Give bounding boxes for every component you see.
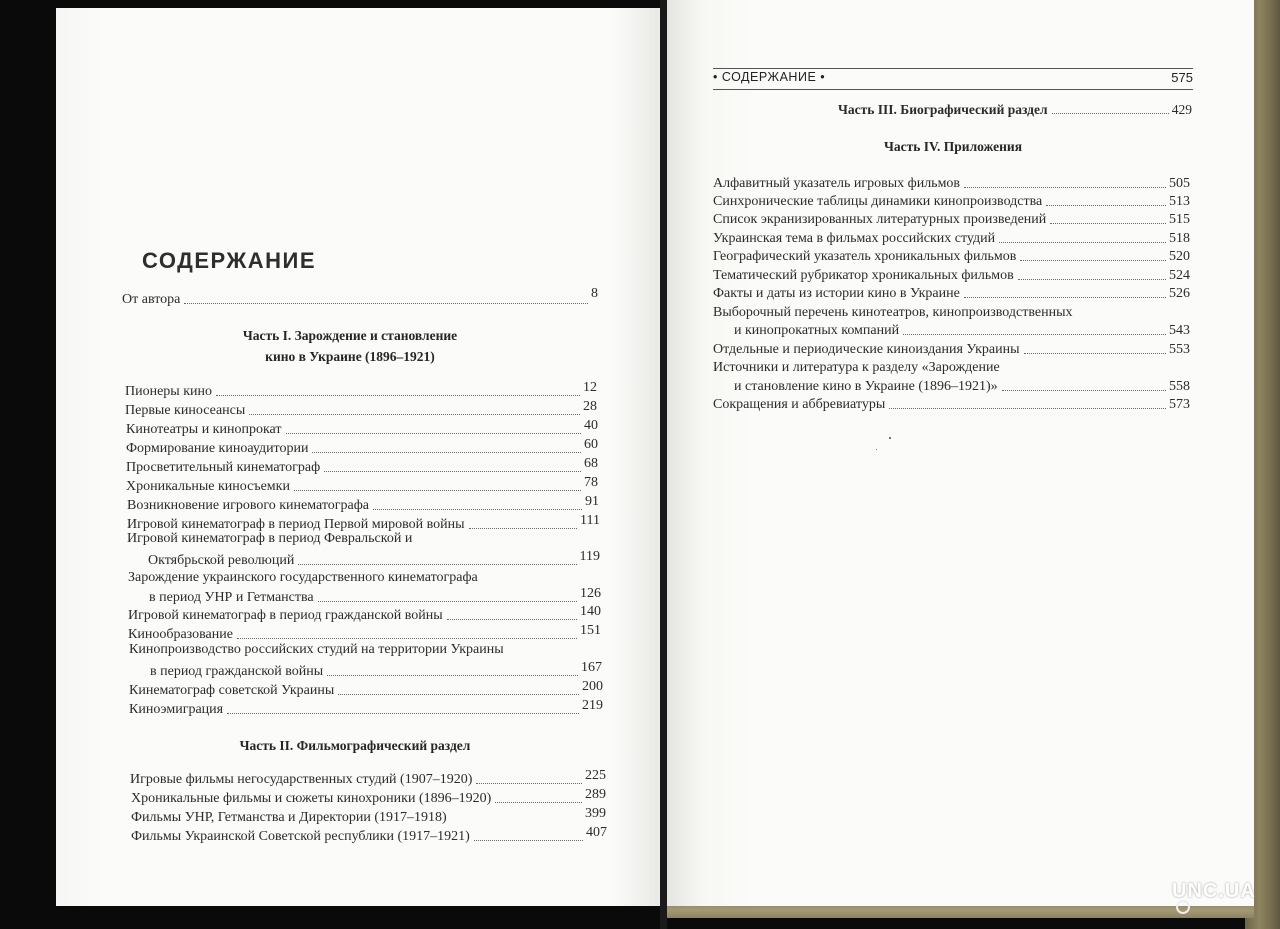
toc-entry-label: Тематический рубрикатор хроникальных фильмов <box>713 268 1014 283</box>
toc-entry-part4-9[interactable] <box>734 378 1190 396</box>
toc-entry-label: Пионеры кино <box>125 384 213 399</box>
toc-entry-part1-12-line1: Кинопроизводство российских студий на территории Украины <box>129 642 504 657</box>
dot-leader <box>298 564 576 565</box>
toc-entry-label: Факты и даты из истории кино в Украине <box>713 286 960 301</box>
dot-leader <box>1018 279 1166 280</box>
toc-entry-page: 91 <box>585 494 599 509</box>
watermark: UNC.UA <box>1172 880 1256 902</box>
print-speck <box>889 437 891 439</box>
toc-entry-label: От автора <box>122 292 181 307</box>
toc-entry-page: 140 <box>580 604 601 619</box>
toc-entry-label: Игровой кинематограф в период гражданской войны <box>128 608 443 623</box>
dot-leader <box>1024 353 1167 354</box>
toc-entry-part4-6[interactable] <box>713 285 1190 303</box>
toc-entry-page: 553 <box>1169 342 1190 357</box>
toc-entry-page: 68 <box>584 456 598 471</box>
header-rule-bottom <box>713 89 1193 90</box>
toc-entry-label: Хроникальные фильмы и сюжеты кинохроники (1896–1920) <box>131 791 492 806</box>
dot-leader <box>249 414 580 415</box>
toc-entry-label: Географический указатель хроникальных фильмов <box>713 249 1017 264</box>
toc-entry-label: в период гражданской войны <box>150 664 324 679</box>
dot-leader <box>1020 260 1166 261</box>
dot-leader <box>469 528 577 529</box>
header-rule-top <box>713 68 1193 69</box>
page-number: 575 <box>1171 70 1193 85</box>
toc-entry-label: Сокращения и аббревиатуры <box>713 397 886 412</box>
toc-entry-page: 151 <box>580 623 601 638</box>
toc-entry-label: Фильмы УНР, Гетманства и Директории (1917–1918) <box>131 810 447 825</box>
toc-entry-part2-3[interactable] <box>131 824 607 846</box>
dot-leader <box>476 783 582 784</box>
toc-entry-page: 573 <box>1169 397 1190 412</box>
contents-title: СОДЕРЖАНИЕ <box>142 248 317 273</box>
dot-leader <box>324 471 581 472</box>
toc-entry-part4-7[interactable] <box>734 322 1190 340</box>
toc-entry-page: 28 <box>583 399 597 414</box>
dot-leader <box>373 509 582 510</box>
part2-title-text: Часть II. Фильмографический раздел <box>239 738 471 753</box>
toc-entry-page: 524 <box>1169 268 1190 283</box>
toc-entry-label: Алфавитный указатель игровых фильмов <box>713 176 961 191</box>
toc-entry-part4-5[interactable] <box>713 267 1190 285</box>
toc-entry-label: Октябрьской революций <box>148 553 295 568</box>
toc-entry-page: 111 <box>580 513 600 528</box>
toc-entry-part4-0[interactable] <box>713 175 1190 193</box>
toc-entry-label: в период УНР и Гетманства <box>149 590 314 605</box>
part1-title <box>200 325 500 367</box>
toc-entry-page: 515 <box>1169 212 1190 227</box>
toc-entry-label: Игровой кинематограф в период Первой мировой войны <box>127 517 465 532</box>
toc-entry-part1-8[interactable] <box>148 548 600 570</box>
dot-leader <box>447 619 577 620</box>
dot-leader <box>1052 113 1169 114</box>
part4-title <box>853 136 1053 157</box>
toc-entry-part4-4[interactable] <box>713 248 1190 266</box>
toc-entry-label: Киноэмиграция <box>129 702 224 717</box>
toc-entry-page: 558 <box>1169 379 1190 394</box>
toc-entry-page: 12 <box>583 380 597 395</box>
toc-entry-part1-14[interactable] <box>129 697 603 719</box>
toc-entry-label: Просветительный кинематограф <box>126 460 321 475</box>
part4-title-text: Часть IV. Приложения <box>883 139 1023 154</box>
toc-entry-label: Украинская тема в фильмах российских студий <box>713 231 996 246</box>
dot-leader <box>889 408 1166 409</box>
toc-entry-page: 40 <box>584 418 598 433</box>
dot-leader <box>216 395 580 396</box>
dot-leader <box>294 490 581 491</box>
dot-leader <box>338 694 579 695</box>
toc-entry-page: 518 <box>1169 231 1190 246</box>
toc-entry-page: 219 <box>582 698 603 713</box>
toc-entry-page: 200 <box>582 679 603 694</box>
toc-entry-label: и становление кино в Украине (1896–1921)» <box>734 379 998 394</box>
toc-entry-label: Формирование киноаудитории <box>126 441 309 456</box>
toc-entry-label: Отдельные и периодические киноиздания Украины <box>713 342 1020 357</box>
dot-leader <box>1046 205 1166 206</box>
running-head <box>713 70 1193 90</box>
dot-leader <box>286 433 581 434</box>
dot-leader <box>227 713 579 714</box>
toc-entry-part3[interactable] <box>838 101 1192 119</box>
part2-title <box>200 735 510 756</box>
toc-entry-page: 8 <box>591 286 598 301</box>
toc-entry-part4-2[interactable] <box>713 211 1190 229</box>
toc-entry-page: 429 <box>1171 102 1192 117</box>
toc-entry-label: и кинопрокатных компаний <box>734 323 900 338</box>
dot-leader <box>237 638 577 639</box>
dot-leader <box>1050 223 1166 224</box>
toc-entry-label: Синхронические таблицы динамики кинопроизводства <box>713 194 1043 209</box>
dot-leader <box>903 334 1166 335</box>
dot-leader <box>327 675 578 676</box>
toc-entry-part4-10[interactable] <box>713 396 1190 414</box>
toc-entry-label: Фильмы Украинской Советской республики (1917–1921) <box>131 829 470 844</box>
toc-entry-label: Игровые фильмы негосударственных студий (1907–1920) <box>130 772 473 787</box>
part1-title-line2: кино в Украине (1896–1921) <box>265 349 435 364</box>
toc-entry-page: 407 <box>586 825 607 840</box>
toc-entry-part4-7-line1: Выборочный перечень кинотеатров, кинопроизводственных <box>713 305 1073 320</box>
toc-entry-part4-3[interactable] <box>713 230 1190 248</box>
toc-entry-label: Кинотеатры и кинопрокат <box>126 422 282 437</box>
dot-leader <box>312 452 581 453</box>
toc-entry-page: 78 <box>584 475 598 490</box>
toc-entry-page: 399 <box>585 806 606 821</box>
toc-entry-page: 167 <box>581 660 602 675</box>
toc-entry-part1-8-line1: Игровой кинематограф в период Февральской и <box>127 531 413 546</box>
dot-leader <box>474 840 583 841</box>
toc-entry-part1-9-line1: Зарождение украинского государственного кинематографа <box>128 570 478 585</box>
toc-entry-page: 60 <box>584 437 598 452</box>
print-speck <box>876 449 877 450</box>
toc-entry-label: Часть III. Биографический раздел <box>838 102 1048 117</box>
toc-entry-preface[interactable] <box>122 285 598 309</box>
dot-leader <box>1002 390 1166 391</box>
toc-entry-part4-1[interactable] <box>713 193 1190 211</box>
toc-entry-label: Кинообразование <box>128 627 233 642</box>
dot-leader <box>999 242 1166 243</box>
toc-entry-label: Хроникальные киносъемки <box>126 479 290 494</box>
dot-leader <box>495 802 582 803</box>
toc-entry-page: 119 <box>579 549 600 564</box>
dot-leader <box>184 303 588 304</box>
toc-entry-page: 225 <box>585 768 606 783</box>
toc-entry-label: Возникновение игрового кинематографа <box>127 498 370 513</box>
toc-entry-part4-8[interactable] <box>713 341 1190 359</box>
part1-title-line1: Часть I. Зарождение и становление <box>242 328 458 343</box>
toc-entry-page: 526 <box>1169 286 1190 301</box>
toc-entry-label: Кинематограф советской Украины <box>129 683 335 698</box>
toc-entry-page: 543 <box>1169 323 1190 338</box>
toc-entry-label: Первые киносеансы <box>125 403 246 418</box>
running-head-title: • СОДЕРЖАНИЕ • <box>713 70 826 84</box>
toc-entry-page: 505 <box>1169 176 1190 191</box>
toc-entry-part4-9-line1: Источники и литература к разделу «Зарождение <box>713 360 1000 375</box>
toc-entry-page: 289 <box>585 787 606 802</box>
toc-entry-label: Список экранизированных литературных произведений <box>713 212 1047 227</box>
dot-leader <box>318 601 577 602</box>
book-gutter <box>660 0 667 929</box>
toc-entry-page: 520 <box>1169 249 1190 264</box>
toc-entry-page: 126 <box>580 586 601 601</box>
dot-leader <box>964 187 1166 188</box>
toc-entry-page: 513 <box>1169 194 1190 209</box>
dot-leader <box>964 297 1166 298</box>
